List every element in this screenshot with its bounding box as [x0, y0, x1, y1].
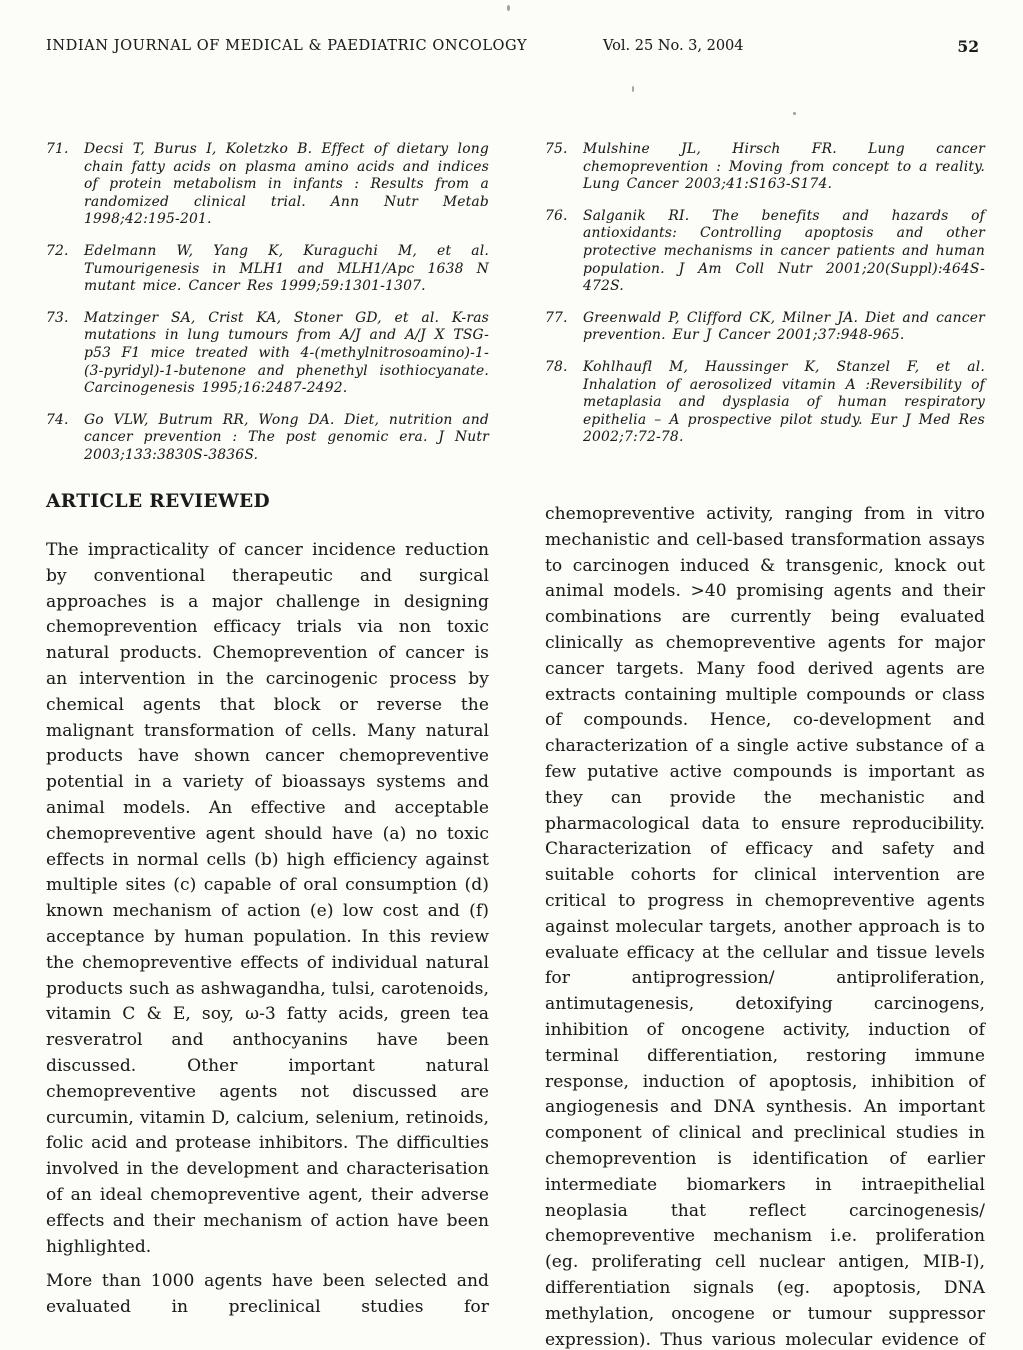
article-paragraph: The impracticality of cancer incidence reduction by conventional therapeutic and surgical approaches is a major challenge in designing chemoprevention efficacy trials via non toxic natural products. Chemoprevention of cancer is an intervention in the carcinogenic process by chemical agents that block or reverse the malignant transformation of cells. Many natural products have shown cancer chemopreventive potential in a variety of bioassays systems and animal models. An effective and acceptable chemopreventive agent should have (a) no toxic effects in normal cells (b) high efficiency against multiple sites (c) capable of oral consumption (d) known mechanism of action (e) low cost and (f) acceptance by human population. In this review the chemopreventive effects of individual natural products such as ashwagandha, tulsi, carotenoids, vitamin C & E, soy, ω-3 fatty acids, green tea resveratrol and anthocyanins have been discussed. Other important natural chemopreventive agents not discussed are curcumin, vitamin D, calcium, selenium, retinoids, folic acid and protease inhibitors. The difficulties involved in the development and characterisation of an ideal chemopreventive agent, their adverse effects and their mechanism of action have been highlighted.	[46, 540, 489, 1257]
references-left-column	[46, 141, 489, 479]
reference-number: 72.	[46, 242, 69, 259]
reference-item-73	[46, 310, 489, 398]
journal-title: INDIAN JOURNAL OF MEDICAL & PAEDIATRIC ONCOLOGY	[46, 38, 528, 54]
reference-item-76	[545, 208, 985, 296]
reference-number: 74.	[46, 411, 69, 428]
reference-item-75	[545, 141, 985, 194]
reference-number: 76.	[545, 207, 568, 224]
references-section	[46, 141, 985, 479]
reference-text: Mulshine JL, Hirsch FR. Lung cancer chemoprevention : Moving from concept to a reality. Lung Cancer 2003;41:S163-S174.	[583, 141, 985, 193]
reference-text: Decsi T, Burus I, Koletzko B. Effect of dietary long chain fatty acids on plasma amino acids and indices of protein metabolism in infants : Results from a randomized clinical trial. Ann Nutr Metab 1998;42:195-201.	[84, 141, 489, 228]
article-paragraph: More than 1000 agents have been selected and evaluated in preclinical studies for	[46, 1271, 489, 1318]
article-paragraph: chemopreventive activity, ranging from in vitro mechanistic and cell-based transformation assays to carcinogen induced & transgenic, knock out animal models. >40 promising agents and their combinations are currently being evaluated clinically as chemopreventive agents for major cancer targets. Many food derived agents are extracts containing multiple compounds or class of compounds. Hence, co-development and characterization of a single active substance of a few putative active compounds is important as they can provide the mechanistic and pharmacological data to ensure reproducibility. Characterization of efficacy and safety and suitable cohorts for clinical intervention are critical to progress in chemopreventive agents against molecular targets, another approach is to evaluate efficacy at the cellular and tissue levels for antiprogression/ antiproliferation, antimutagenesis, detoxifying carcinogens, inhibition of oncogene activity, induction of terminal differentiation, restoring immune response, induction of apoptosis, inhibition of angiogenesis and DNA synthesis. An important component of clinical and preclinical studies in chemoprevention is identification of earlier intermediate biomarkers in intraepithelial neoplasia that reflect carcinogenesis/ chemopreventive mechanism i.e. proliferation (eg. proliferating cell nuclear antigen, MIB-I), differentiation signals (eg. apoptosis, DNA methylation, oncogene or tumour suppressor expression). Thus various molecular evidence of	[545, 504, 985, 1350]
reference-item-71	[46, 141, 489, 229]
references-right-column	[545, 141, 985, 479]
reference-text: Greenwald P, Clifford CK, Milner JA. Diet and cancer prevention. Eur J Cancer 2001;37:948-965.	[583, 309, 985, 344]
page-header	[46, 38, 983, 62]
reference-text: Salganik RI. The benefits and hazards of antioxidants: Controlling apoptosis and other protective mechanisms in cancer patients and human population. J Am Coll Nutr 2001;20(Suppl):464S-472S.	[583, 207, 985, 295]
reference-text: Matzinger SA, Crist KA, Stoner GD, et al. K-ras mutations in lung tumours from A/J and A/J X TSG-p53 F1 mice treated with 4-(methylnitrosoamino)-1-(3-pyridyl)-1-butenone and phenethyl isothiocyanate. Carcinogenesis 1995;16:2487-2492.	[84, 309, 489, 397]
article-left-column	[46, 490, 489, 1350]
scan-speck	[793, 112, 796, 115]
reference-item-77	[545, 310, 985, 345]
article-right-column	[545, 490, 985, 1350]
reference-number: 78.	[545, 358, 568, 375]
reference-number: 75.	[545, 141, 568, 157]
issue-info: Vol. 25 No. 3, 2004	[603, 38, 744, 54]
reference-item-78	[545, 359, 985, 447]
reference-item-74	[46, 412, 489, 465]
reference-number: 77.	[545, 309, 568, 326]
reference-text: Edelmann W, Yang K, Kuraguchi M, et al. Tumourigenesis in MLH1 and MLH1/Apc 1638 N mutant mice. Cancer Res 1999;59:1301-1307.	[84, 242, 489, 295]
reference-text: Go VLW, Butrum RR, Wong DA. Diet, nutrition and cancer prevention : The post genomic era. J Nutr 2003;133:3830S-3836S.	[84, 411, 489, 463]
article-reviewed-heading: ARTICLE REVIEWED	[46, 491, 271, 512]
scan-speck	[507, 5, 510, 11]
page-number: 52	[957, 37, 979, 56]
scan-speck	[632, 86, 634, 92]
reference-number: 73.	[46, 309, 69, 326]
article-reviewed-section	[46, 490, 985, 1350]
reference-number: 71.	[46, 141, 69, 157]
reference-text: Kohlhaufl M, Haussinger K, Stanzel F, et al. Inhalation of aerosolized vitamin A :Reversibility of metaplasia and dysplasia of human respiratory epithelia – A prospective pilot study. Eur J Med Res 2002;7:72-78.	[583, 358, 985, 446]
reference-item-72	[46, 243, 489, 296]
